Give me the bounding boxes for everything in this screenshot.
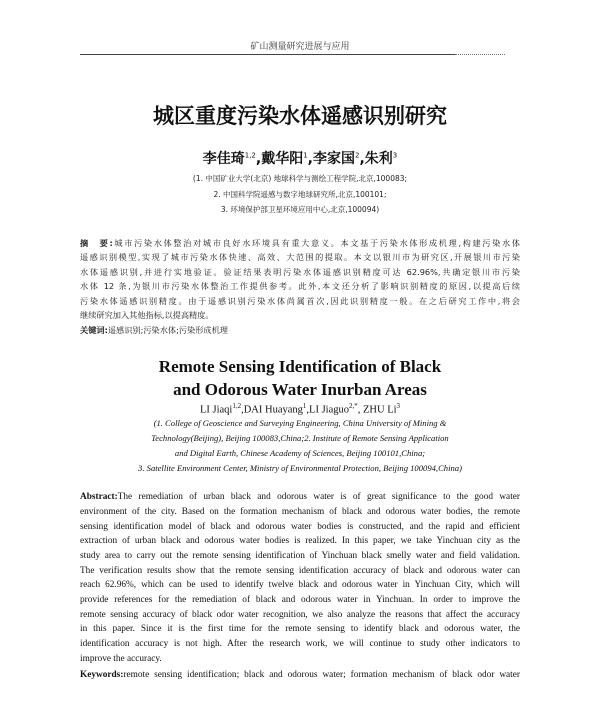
- author: LI Jiaguo: [309, 404, 349, 416]
- author-affiliation-mark: 1,2: [244, 151, 256, 160]
- abstract-en-line: sensing identification model of black and odorous water bodies is constructed, and the rapid and efficient: [80, 522, 520, 532]
- abstract-en-line: study area to carry out the remote sensing identification of Yinchuan black smelly water and field validation.: [80, 551, 520, 561]
- author-affiliation-mark: 3: [392, 151, 398, 160]
- author: 李佳琦: [202, 151, 245, 167]
- abstract-cn-line: 水体遥感识别,并进行实地验证。验证结果表明污染水体遥感识别精度可达 62.96%,共确定银川市污染: [80, 267, 520, 277]
- abstract-en-line: identification accuracy is not high. After the research work, we will continue to study other indicators to: [80, 639, 520, 649]
- author: 朱利: [364, 151, 393, 167]
- affiliation-en: Technology(Beijing), Beijing 100083,China;2. Institute of Remote Sensing Application: [151, 433, 449, 443]
- header-rule: [80, 54, 455, 55]
- author-affiliation-mark: 2: [355, 151, 360, 160]
- keywords-en-label: Keywords:: [80, 670, 124, 680]
- author-affiliation-mark: 1,2: [232, 402, 242, 410]
- abstract-en-line: provide references for the remediation of black and odorous water in Yinchuan. In order to improve the: [80, 595, 520, 605]
- abstract-en-line: in this paper. Since it is the first time for the remote sensing to identify black and odorous water, the: [80, 624, 520, 634]
- keywords-cn-label: 关键词:: [80, 325, 108, 335]
- abstract-cn-line: 污染水体遥感识别精度。由于遥感识别污染水体尚属首次,因此识别精度一般。在之后研究工作中,将会: [80, 296, 520, 306]
- affiliation-en: and Digital Earth, Chinese Academy of Sciences, Beijing 100101,China;: [174, 448, 426, 458]
- abstract-en-line: remote sensing accuracy of black odor water recognition, we also analyze the reasons that affect the accuracy: [80, 610, 520, 620]
- abstract-en-line: improve the accuracy.: [80, 654, 162, 664]
- title-chinese: 城区重度污染水体遥感识别研究: [153, 103, 447, 128]
- header-rule-dotted: [455, 54, 505, 56]
- affiliation-cn: 3. 环境保护部卫星环境应用中心,北京,100094): [220, 205, 380, 214]
- abstract-en-line: Abstract:The remediation of urban black and odorous water is of great significance to the good water: [80, 492, 520, 502]
- author: DAI Huayang: [243, 404, 303, 416]
- journal-header: 矿山测量研究进展与应用: [250, 42, 350, 52]
- title-english-line: and Odorous Water Inurban Areas: [173, 380, 427, 399]
- abstract-cn-line: 继续研究加入其他指标,以提高精度。: [80, 310, 214, 320]
- keywords-en: Keywords:remote sensing identification; black and odorous water; formation mechanism of black odor water: [80, 670, 520, 680]
- authors-english: LI Jiaqi$^{1,2}$,DAI Huayang$^1$,LI Jiaguo$^{2,*}$, ZHU Li$^3$: [199, 402, 401, 416]
- abstract-en-line: environment of the city. Based on the formation mechanism of black and odorous water bodies, the remote: [80, 507, 520, 517]
- keywords-cn: 关键词:遥感识别;污染水体;污染形成机理: [80, 325, 228, 335]
- affiliation-cn: 2. 中国科学院遥感与数字地球研究所,北京,100101;: [213, 190, 387, 199]
- author-affiliation-mark: 3: [396, 402, 401, 410]
- abstract-en-line: extraction of urban black and odorous water bodies is realized. In this paper, we take Yinchuan city as the: [80, 536, 520, 546]
- abstract-en-label: Abstract:: [80, 492, 118, 502]
- author: ZHU Li: [362, 404, 397, 416]
- abstract-cn-line: 摘 要:城市污染水体整治对城市良好水环境具有重大意义。本文基于污染水体形成机理,构建污染水体: [80, 238, 520, 248]
- author: LI Jiaqi: [199, 404, 233, 416]
- authors-chinese: 李佳琦$^{1,2}$,戴华阳$^1$,李家国$^2$,朱利$^3$: [202, 151, 398, 167]
- author: 戴华阳: [261, 151, 304, 167]
- abstract-cn-line: 遥感识别模型,实现了城市污染水体快速、高效、大范围的提取。本文以银川市为研究区,开展银川市污染: [80, 252, 520, 262]
- affiliation-en: 3. Satellite Environment Center, Ministry of Environmental Protection, Beijing 100094,China): [138, 463, 462, 473]
- abstract-en-line: The verification results show that the remote sensing identification accuracy of black and odorous water can: [80, 566, 520, 576]
- affiliation-cn: (1. 中国矿业大学(北京) 地球科学与测绘工程学院,北京,100083;: [192, 174, 408, 183]
- author-affiliation-mark: 1: [302, 402, 307, 410]
- author: 李家国: [313, 151, 355, 167]
- affiliation-en: (1. College of Geoscience and Surveying Engineering, China University of Mining &: [153, 418, 447, 428]
- author-affiliation-mark: 1: [303, 151, 308, 160]
- abstract-cn-label: 摘 要:: [80, 238, 113, 248]
- abstract-cn-line: 水体 12 条,为银川市污染水体整治工作提供参考。此外,本文还分析了影响识别精度的原因,以提高后续: [80, 281, 520, 291]
- abstract-en-line: reach 62.96%, which can be used to identify twelve black and odorous water in Yinchuan City, which will: [80, 580, 520, 590]
- title-english-line: Remote Sensing Identification of Black: [158, 357, 442, 376]
- author-affiliation-mark: 2,*: [348, 402, 358, 410]
